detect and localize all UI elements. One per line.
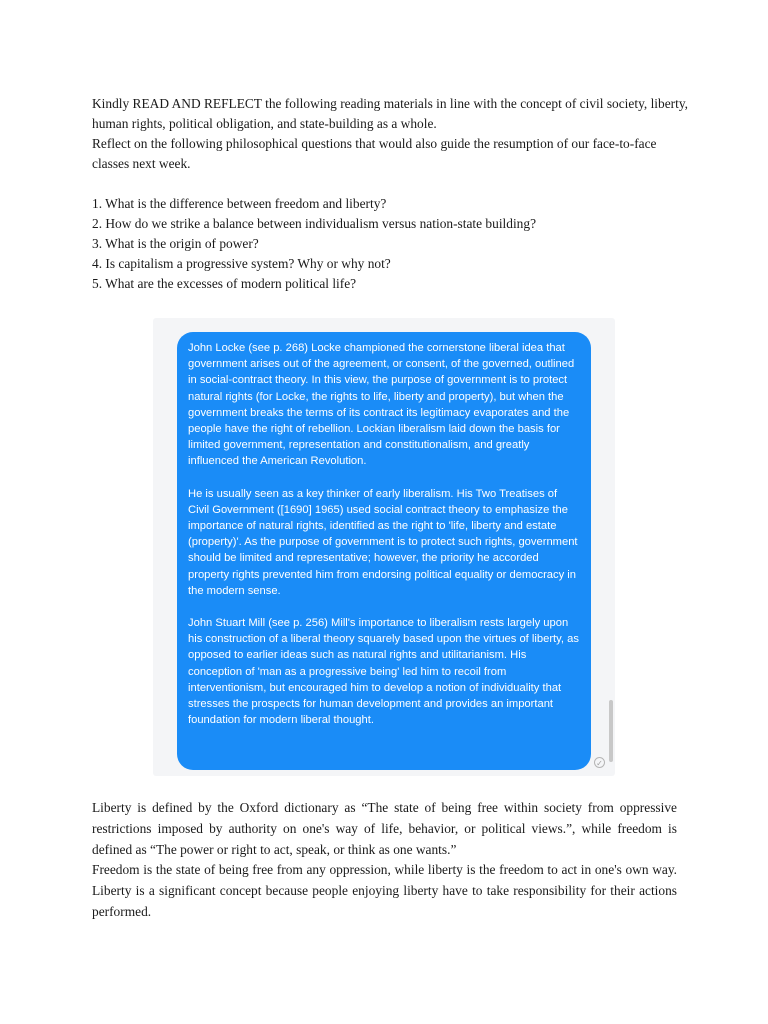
liberty-definition-paragraph: Liberty is defined by the Oxford dictionary as “The state of being free within society from oppressive restrictions imposed by authority on one's way of life, behavior, or political views.”, while freedom is defined as “The power or right to act, speak, or think as one wants.” bbox=[92, 800, 677, 857]
question-list bbox=[92, 194, 692, 294]
body-text bbox=[92, 798, 677, 923]
question-item: 1. What is the difference between freedom and liberty? bbox=[92, 196, 387, 211]
instruction-paragraph: Kindly READ AND REFLECT the following reading materials in line with the concept of civil society, liberty, human rights, political obligation, and state-building as a whole. bbox=[92, 96, 689, 131]
seen-check-icon: ✓ bbox=[594, 757, 605, 768]
message-paragraph-treatises: He is usually seen as a key thinker of early liberalism. His Two Treatises of Civil Government ([1690] 1965) used social contract theory to emphasize the importance of natural rights, identified as the right to 'life, liberty and estate (property)'. As the purpose of government is to protect such rights, government should be limited and representative; however, the priority he accorded property rights prevented him from endorsing political equality or democracy in the modern sense. bbox=[188, 487, 578, 597]
freedom-paragraph: Freedom is the state of being free from any oppression, while liberty is the freedom to act in one's own way. Liberty is a significant concept because people enjoying liberty have to take responsibility for their actions performed. bbox=[92, 862, 677, 919]
question-item: 5. What are the excesses of modern political life? bbox=[92, 276, 357, 291]
intro-text bbox=[92, 94, 692, 174]
message-paragraph-mill: John Stuart Mill (see p. 256) Mill's importance to liberalism rests largely upon his construction of a liberal theory squarely based upon the virtues of liberty, as opposed to earlier ideas such as natural rights and utilitarianism. His conception of 'man as a progressive being' led him to recoil from interventionism, but encouraged him to develop a notion of individuality that stresses the prospects for human development and provides an important foundation for modern liberal thought. bbox=[188, 617, 579, 727]
chat-message-bubble bbox=[177, 332, 591, 770]
message-paragraph-locke: John Locke (see p. 268) Locke championed the cornerstone liberal idea that government arises out of the agreement, or consent, of the governed, outlined in social-contract theory. In this view, the purpose of government is to protect natural rights (for Locke, the rights to life, liberty and property), but when the government breaks the terms of its contract its legitimacy evaporates and the people have the right of rebellion. Lockian liberalism laid down the basis for limited government, representation and constitutionalism, and greatly influenced the American Revolution. bbox=[188, 342, 575, 468]
reflection-paragraph: Reflect on the following philosophical questions that would also guide the resumption of our face-to-face classes next week. bbox=[92, 136, 657, 171]
question-item: 2. How do we strike a balance between individualism versus nation-state building? bbox=[92, 216, 537, 231]
scrollbar-thumb bbox=[609, 700, 613, 762]
question-item: 3. What is the origin of power? bbox=[92, 236, 259, 251]
question-item: 4. Is capitalism a progressive system? Why or why not? bbox=[92, 256, 391, 271]
